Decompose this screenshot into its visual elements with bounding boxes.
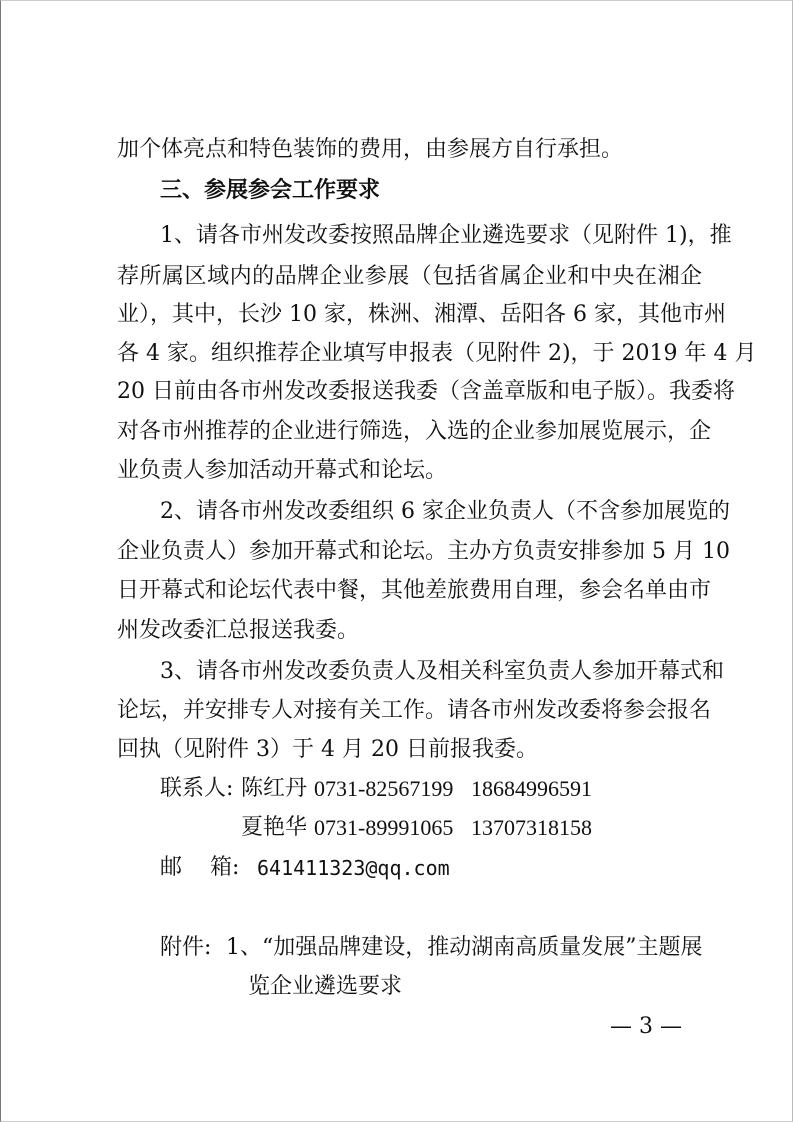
item3-line-3: 回执（见附件 3）于 4 月 20 日前报我委。: [117, 737, 538, 762]
body-line-1: 加个体亮点和特色装饰的费用，由参展方自行承担。: [117, 137, 624, 162]
item1-line-3: 业），其中，长沙 10 家，株洲、湘潭、岳阳各 6 家，其他市州: [117, 302, 726, 327]
contact-name-2: 夏艳华: [241, 815, 308, 840]
item2-line-4: 州发改委汇总报送我委。: [117, 618, 360, 643]
email-label: 邮 箱:: [160, 855, 240, 880]
item1-line-4: 各 4 家。组织推荐企业填写申报表（见附件 2)，于 2019 年 4 月: [117, 341, 757, 366]
contact-mobile-1: 18684996591: [471, 776, 592, 801]
contact-mobile-2: 13707318158: [471, 815, 592, 840]
contact-name-1: 陈红丹: [241, 776, 308, 801]
item1-line-5: 20 日前由各市州发改委报送我委（含盖章版和电子版）。我委将: [117, 379, 735, 404]
item3-line-1: 3、请各市州发改委负责人及相关科室负责人参加开幕式和: [160, 659, 724, 684]
contact-phone-2: 0731-89991065: [314, 815, 454, 840]
contact-label: 联系人:: [160, 776, 234, 801]
item2-line-3: 日开幕式和论坛代表中餐，其他差旅费用自理，参会名单由市: [117, 578, 712, 603]
attachment-item-line-1: 1、“加强品牌建设，推动湖南高质量发展”主题展: [226, 935, 703, 960]
section-heading: 三、参展参会工作要求: [160, 178, 381, 203]
item2-line-1: 2、请各市州发改委组织 6 家企业负责人（不含参加展览的: [160, 499, 730, 524]
item1-line-6: 对各市州推荐的企业进行筛选，入选的企业参加展览展示，企: [117, 419, 712, 444]
item3-line-2: 论坛，并安排专人对接有关工作。请各市州发改委将参会报名: [117, 698, 712, 723]
attachment-label: 附件:: [160, 935, 212, 960]
email-address: 641411323@qq.com: [257, 856, 450, 880]
attachment-item-line-2: 览企业遴选要求: [248, 974, 403, 999]
contact-phone-1: 0731-82567199: [314, 776, 454, 801]
item1-line-1: 1、请各市州发改委按照品牌企业遴选要求（见附件 1)，推: [160, 223, 732, 248]
page-number: — 3 —: [610, 1014, 682, 1039]
item2-line-2: 企业负责人）参加开幕式和论坛。主办方负责安排参加 5 月 10: [117, 539, 730, 564]
item1-line-7: 业负责人参加活动开幕式和论坛。: [117, 458, 448, 483]
item1-line-2: 荐所属区域内的品牌企业参展（包括省属企业和中央在湘企: [117, 264, 702, 289]
